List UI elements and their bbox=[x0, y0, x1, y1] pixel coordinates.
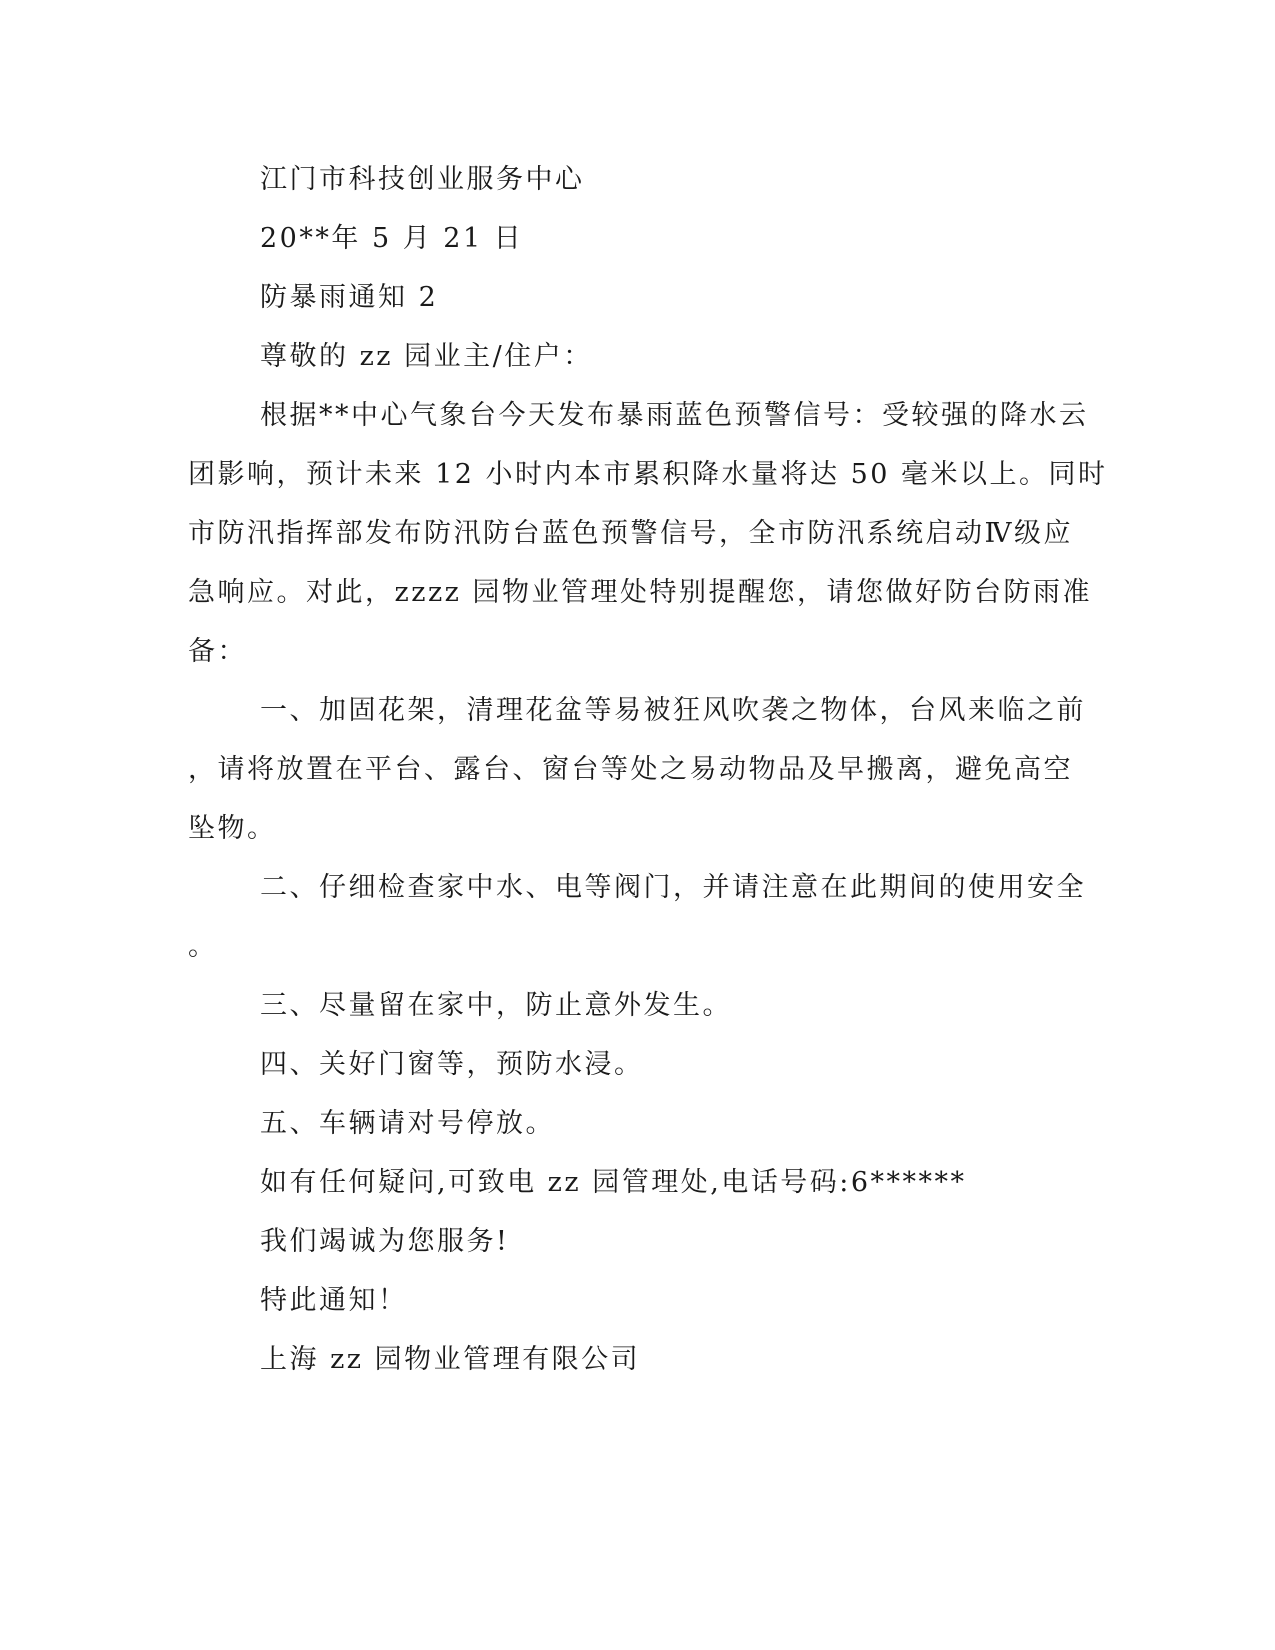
contact-info: 如有任何疑问,可致电 zz 园管理处,电话号码:6****** bbox=[260, 1167, 967, 1198]
list-item-line: 。 bbox=[188, 931, 218, 962]
list-item-line: 一、加固花架，清理花盆等易被狂风吹袭之物体，台风来临之前 bbox=[260, 695, 1086, 726]
paragraph-line: 市防汛指挥部发布防汛防台蓝色预警信号，全市防汛系统启动Ⅳ级应 bbox=[188, 518, 1073, 549]
list-item: 五、车辆请对号停放。 bbox=[260, 1108, 555, 1139]
paragraph-line: 团影响，预计未来 12 小时内本市累积降水量将达 50 毫米以上。同时 bbox=[188, 459, 1108, 490]
salutation: 尊敬的 zz 园业主/住户： bbox=[260, 341, 593, 372]
list-item: 四、关好门窗等，预防水浸。 bbox=[260, 1049, 644, 1080]
paragraph-line: 根据**中心气象台今天发布暴雨蓝色预警信号：受较强的降水云 bbox=[260, 400, 1089, 431]
list-item-line: 坠物。 bbox=[188, 813, 277, 844]
notice-title: 防暴雨通知 2 bbox=[260, 282, 439, 313]
list-item-line: ，请将放置在平台、露台、窗台等处之易动物品及早搬离，避免高空 bbox=[188, 754, 1073, 785]
header-organization: 江门市科技创业服务中心 bbox=[260, 164, 585, 195]
signature-company: 上海 zz 园物业管理有限公司 bbox=[260, 1344, 641, 1375]
service-statement: 我们竭诚为您服务! bbox=[260, 1226, 510, 1257]
paragraph-line: 急响应。对此，zzzz 园物业管理处特别提醒您，请您做好防台防雨准 bbox=[188, 577, 1092, 608]
paragraph-line: 备： bbox=[188, 636, 247, 667]
list-item: 三、尽量留在家中，防止意外发生。 bbox=[260, 990, 732, 1021]
list-item-line: 二、仔细检查家中水、电等阀门，并请注意在此期间的使用安全 bbox=[260, 872, 1086, 903]
header-date: 20**年 5 月 21 日 bbox=[260, 223, 524, 254]
closing-statement: 特此通知！ bbox=[260, 1285, 408, 1316]
